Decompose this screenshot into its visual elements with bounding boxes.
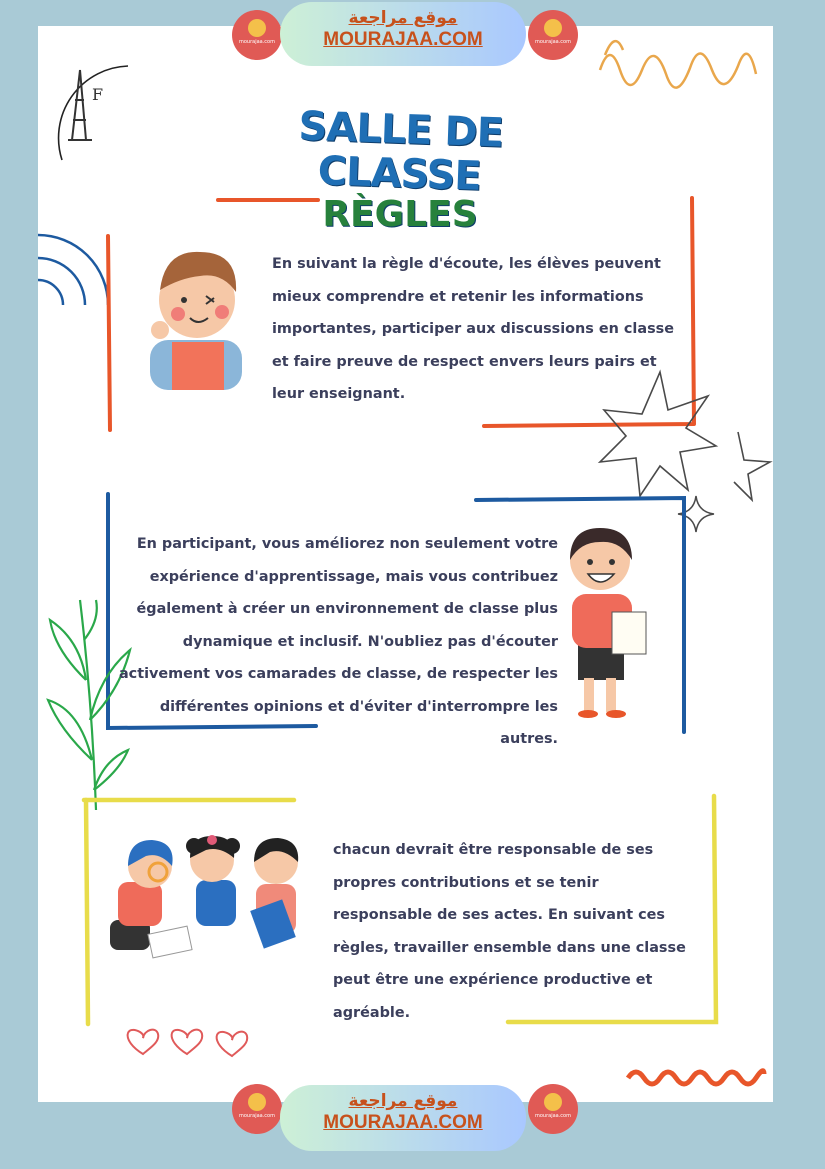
paragraph-participation: En participant, vous améliorez non seulement votre expérience d'apprentissage, mais vous contribuez également à créer un environnement de classe plus dynamique et inclusif. N'oubliez pas d'écouter activement vos camarades de classe, de respecter les différentes opinions et d'éviter d'interrompre les autres. <box>118 536 558 747</box>
eiffel-tower-logo <box>59 66 128 160</box>
kid-illustration-2 <box>570 528 646 718</box>
title-line-2: RÈGLES <box>322 194 478 235</box>
logo-badge-left: mourajaa.com <box>232 1084 282 1134</box>
heart-icon <box>128 1030 159 1054</box>
rainbow-arcs-decoration <box>38 235 108 305</box>
logo-badge-right: mourajaa.com <box>528 10 578 60</box>
paragraph-responsibility: chacun devrait être responsable de ses propres contributions et se tenir responsable de ses actes. En suivant ces règles, travailler ensemble dans une classe peut être une expérience productive et agréable. <box>333 842 686 1021</box>
svg-text:F: F <box>92 85 104 104</box>
squiggle-decoration <box>600 41 756 88</box>
header-banner-arabic[interactable]: موقع مراجعة <box>348 8 458 28</box>
heart-icon <box>172 1030 203 1054</box>
header-banner-link[interactable]: MOURAJAA.COM <box>323 29 483 50</box>
wave-decoration <box>628 1071 764 1084</box>
paragraph-listening: En suivant la règle d'écoute, les élèves peuvent mieux comprendre et retenir les informations importantes, participer aux discussions en classe et faire preuve de respect envers leurs pairs et leur enseignant. <box>272 256 674 402</box>
footer-banner-link[interactable]: MOURAJAA.COM <box>323 1112 483 1133</box>
title-line-1: SALLE DE CLASSE <box>297 103 504 200</box>
kid-illustration-1 <box>150 252 242 390</box>
logo-badge-right: mourajaa.com <box>528 1084 578 1134</box>
footer-banner[interactable] <box>280 1085 526 1151</box>
kids-illustration-3 <box>110 835 298 958</box>
footer-banner-arabic[interactable]: موقع مراجعة <box>348 1091 458 1111</box>
header-banner[interactable] <box>280 2 526 66</box>
logo-badge-left: mourajaa.com <box>232 10 282 60</box>
page-title <box>230 103 570 235</box>
heart-icon <box>217 1032 248 1056</box>
